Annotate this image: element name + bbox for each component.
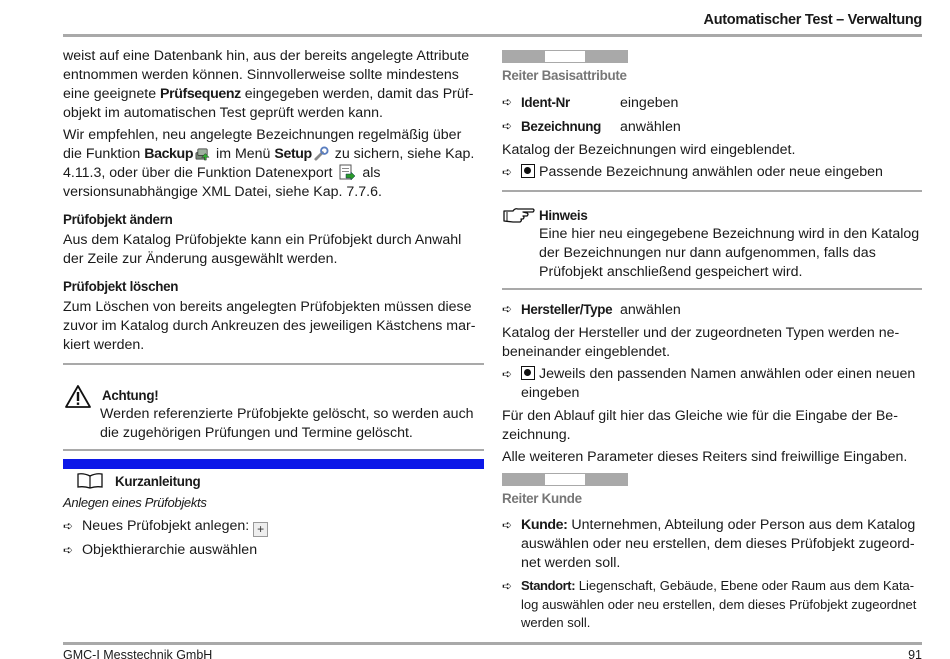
backup-text-a: Wir empfehlen, neu angelegte Bezeichnungen regelmäßig über die Funktion bbox=[63, 127, 462, 162]
arrow-right-icon: ➪ bbox=[502, 518, 513, 532]
step-text: Objekthierarchie auswählen bbox=[82, 542, 258, 558]
step-text: Neues Prüfobjekt anlegen: bbox=[82, 518, 250, 534]
bezeichnung-key: Bezeichnung bbox=[521, 119, 602, 134]
xml-export-icon bbox=[338, 164, 356, 182]
warning-text: Werden referenzierte Prüfobjekte gelöscht, so werden auch die zugehörigen Prüfungen und Termine gelöscht. bbox=[100, 406, 474, 441]
hinweis-box bbox=[502, 198, 922, 288]
step-jeweils bbox=[502, 365, 922, 403]
katalog-hersteller-text: Katalog der Hersteller und der zugeordneten Typen werden nebeneinander eingeblendet. bbox=[502, 325, 900, 360]
backup-text-d: als versionsunabhängige XML Datei, siehe Kap. 7.7.6. bbox=[63, 165, 382, 200]
kurzanleitung-title: Kurzanleitung bbox=[115, 474, 201, 489]
kurzanleitung-bar bbox=[63, 459, 484, 469]
backup-text-c: zu sichern, siehe Kap. 4.11.3, oder über die Funktion Datenexport bbox=[63, 146, 475, 181]
backup-term: Backup bbox=[144, 146, 194, 162]
step-objekthierarchie bbox=[63, 541, 484, 560]
setup-term: Setup bbox=[274, 146, 312, 162]
alle-parameter-text: Alle weiteren Parameter dieses Reiters sind freiwillige Eingaben. bbox=[502, 449, 908, 465]
step-bezeichnung bbox=[502, 117, 922, 137]
kunde-key: Kunde: bbox=[521, 517, 568, 533]
backup-icon bbox=[195, 146, 210, 161]
kurzanleitung-header bbox=[63, 469, 484, 493]
add-icon[interactable]: + bbox=[253, 522, 268, 537]
arrow-right-icon: ➪ bbox=[502, 119, 513, 133]
katalog-bezeichnungen-text: Katalog der Bezeichnungen wird eingeblendet. bbox=[502, 142, 796, 158]
loeschen-paragraph: Zum Löschen von bereits angelegten Prüfobjekten müssen diese zuvor im Katalog durch Ankreuzen des jeweiligen Kästchens markiert werden. bbox=[63, 299, 476, 353]
passende-text: Passende Bezeichnung anwählen oder neue eingeben bbox=[539, 164, 883, 180]
hinweis-title: Hinweis bbox=[539, 208, 588, 223]
arrow-right-icon: ➪ bbox=[502, 95, 513, 109]
pointing-hand-icon bbox=[502, 206, 536, 224]
arrow-right-icon: ➪ bbox=[502, 579, 513, 593]
reiter-kunde-label: Reiter Kunde bbox=[502, 491, 582, 506]
kunde-text: Unternehmen, Abteilung oder Person aus dem Katalog auswählen oder neu erstellen, dem dieses Prüfobjekt zugeordnet werden soll. bbox=[521, 517, 916, 571]
page-number: 91 bbox=[908, 648, 922, 659]
warning-box bbox=[63, 374, 484, 449]
header-divider bbox=[63, 34, 922, 37]
standort-key: Standort: bbox=[521, 578, 576, 593]
wrench-icon bbox=[314, 146, 329, 161]
intro-paragraph bbox=[63, 47, 484, 123]
bezeichnung-value: anwählen bbox=[620, 119, 681, 135]
pruefsequenz-term: Prüfsequenz bbox=[160, 86, 241, 102]
intro-text-b: eingegeben werden, damit das Prüfobjekt im automatischen Test geprüft werden kann. bbox=[63, 86, 474, 121]
tab-graphic-kunde bbox=[502, 473, 922, 486]
arrow-right-icon: ➪ bbox=[502, 367, 513, 381]
footer-divider bbox=[63, 642, 922, 645]
step-neues-pruefobjekt bbox=[63, 517, 484, 537]
step-hersteller-type bbox=[502, 300, 922, 320]
ident-nr-value: eingeben bbox=[620, 95, 679, 111]
tab-graphic-basisattribute bbox=[502, 50, 922, 63]
warning-triangle-icon bbox=[64, 384, 92, 409]
ablauf-text: Für den Ablauf gilt hier das Gleiche wie für die Eingabe der Bezeichnung. bbox=[502, 408, 898, 443]
heading-pruefobjekt-aendern: Prüfobjekt ändern bbox=[63, 212, 173, 227]
step-passende-bezeichnung bbox=[502, 163, 922, 182]
arrow-right-icon: ➪ bbox=[502, 302, 513, 316]
backup-text-b: im Menü bbox=[212, 146, 275, 162]
arrow-right-icon: ➪ bbox=[63, 543, 74, 557]
step-standort bbox=[502, 577, 922, 633]
heading-pruefobjekt-loeschen: Prüfobjekt löschen bbox=[63, 279, 179, 294]
hersteller-key: Hersteller/Type bbox=[521, 302, 613, 317]
reiter-basisattribute-label: Reiter Basisattribute bbox=[502, 68, 627, 83]
warning-title: Achtung! bbox=[102, 388, 159, 403]
ident-nr-key: Ident-Nr bbox=[521, 95, 570, 110]
step-kunde bbox=[502, 516, 922, 573]
radio-selected-icon bbox=[521, 366, 535, 380]
aendern-paragraph: Aus dem Katalog Prüfobjekte kann ein Prüfobjekt durch Anwahl der Zeile zur Änderung ausgewählt werden. bbox=[63, 232, 462, 267]
kurzanleitung-subtitle: Anlegen eines Prüfobjekts bbox=[63, 495, 207, 510]
right-column bbox=[502, 50, 922, 637]
arrow-right-icon: ➪ bbox=[63, 519, 74, 533]
backup-paragraph bbox=[63, 126, 484, 202]
arrow-right-icon: ➪ bbox=[502, 165, 513, 179]
warning-divider bbox=[63, 449, 484, 451]
left-column bbox=[63, 47, 484, 564]
page-header-title: Automatischer Test – Verwaltung bbox=[703, 12, 922, 28]
section-divider bbox=[63, 363, 484, 365]
intro-text-a: weist auf eine Datenbank hin, aus der bereits angelegte Attribute entnommen werden können. Sinnvollerweise sollte mindestens eine geeignete bbox=[63, 48, 470, 102]
hinweis-bottom-divider bbox=[502, 288, 922, 290]
hersteller-value: anwählen bbox=[620, 302, 681, 318]
step-ident-nr bbox=[502, 93, 922, 113]
standort-text: Liegenschaft, Gebäude, Ebene oder Raum aus dem Katalog auswählen oder neu erstellen, dem dieses Prüfobjekt zugeordnet werden soll. bbox=[521, 578, 917, 630]
hinweis-top-divider bbox=[502, 190, 922, 192]
jeweils-text: Jeweils den passenden Namen anwählen oder einen neuen eingeben bbox=[521, 366, 916, 401]
radio-selected-icon bbox=[521, 164, 535, 178]
footer-company: GMC-I Messtechnik GmbH bbox=[63, 648, 213, 659]
hinweis-text: Eine hier neu eingegebene Bezeichnung wird in den Katalog der Bezeichnungen nur dann aufgenommen, falls das Prüfobjekt anschließend gespeichert wird. bbox=[539, 226, 920, 280]
book-icon bbox=[76, 472, 104, 489]
